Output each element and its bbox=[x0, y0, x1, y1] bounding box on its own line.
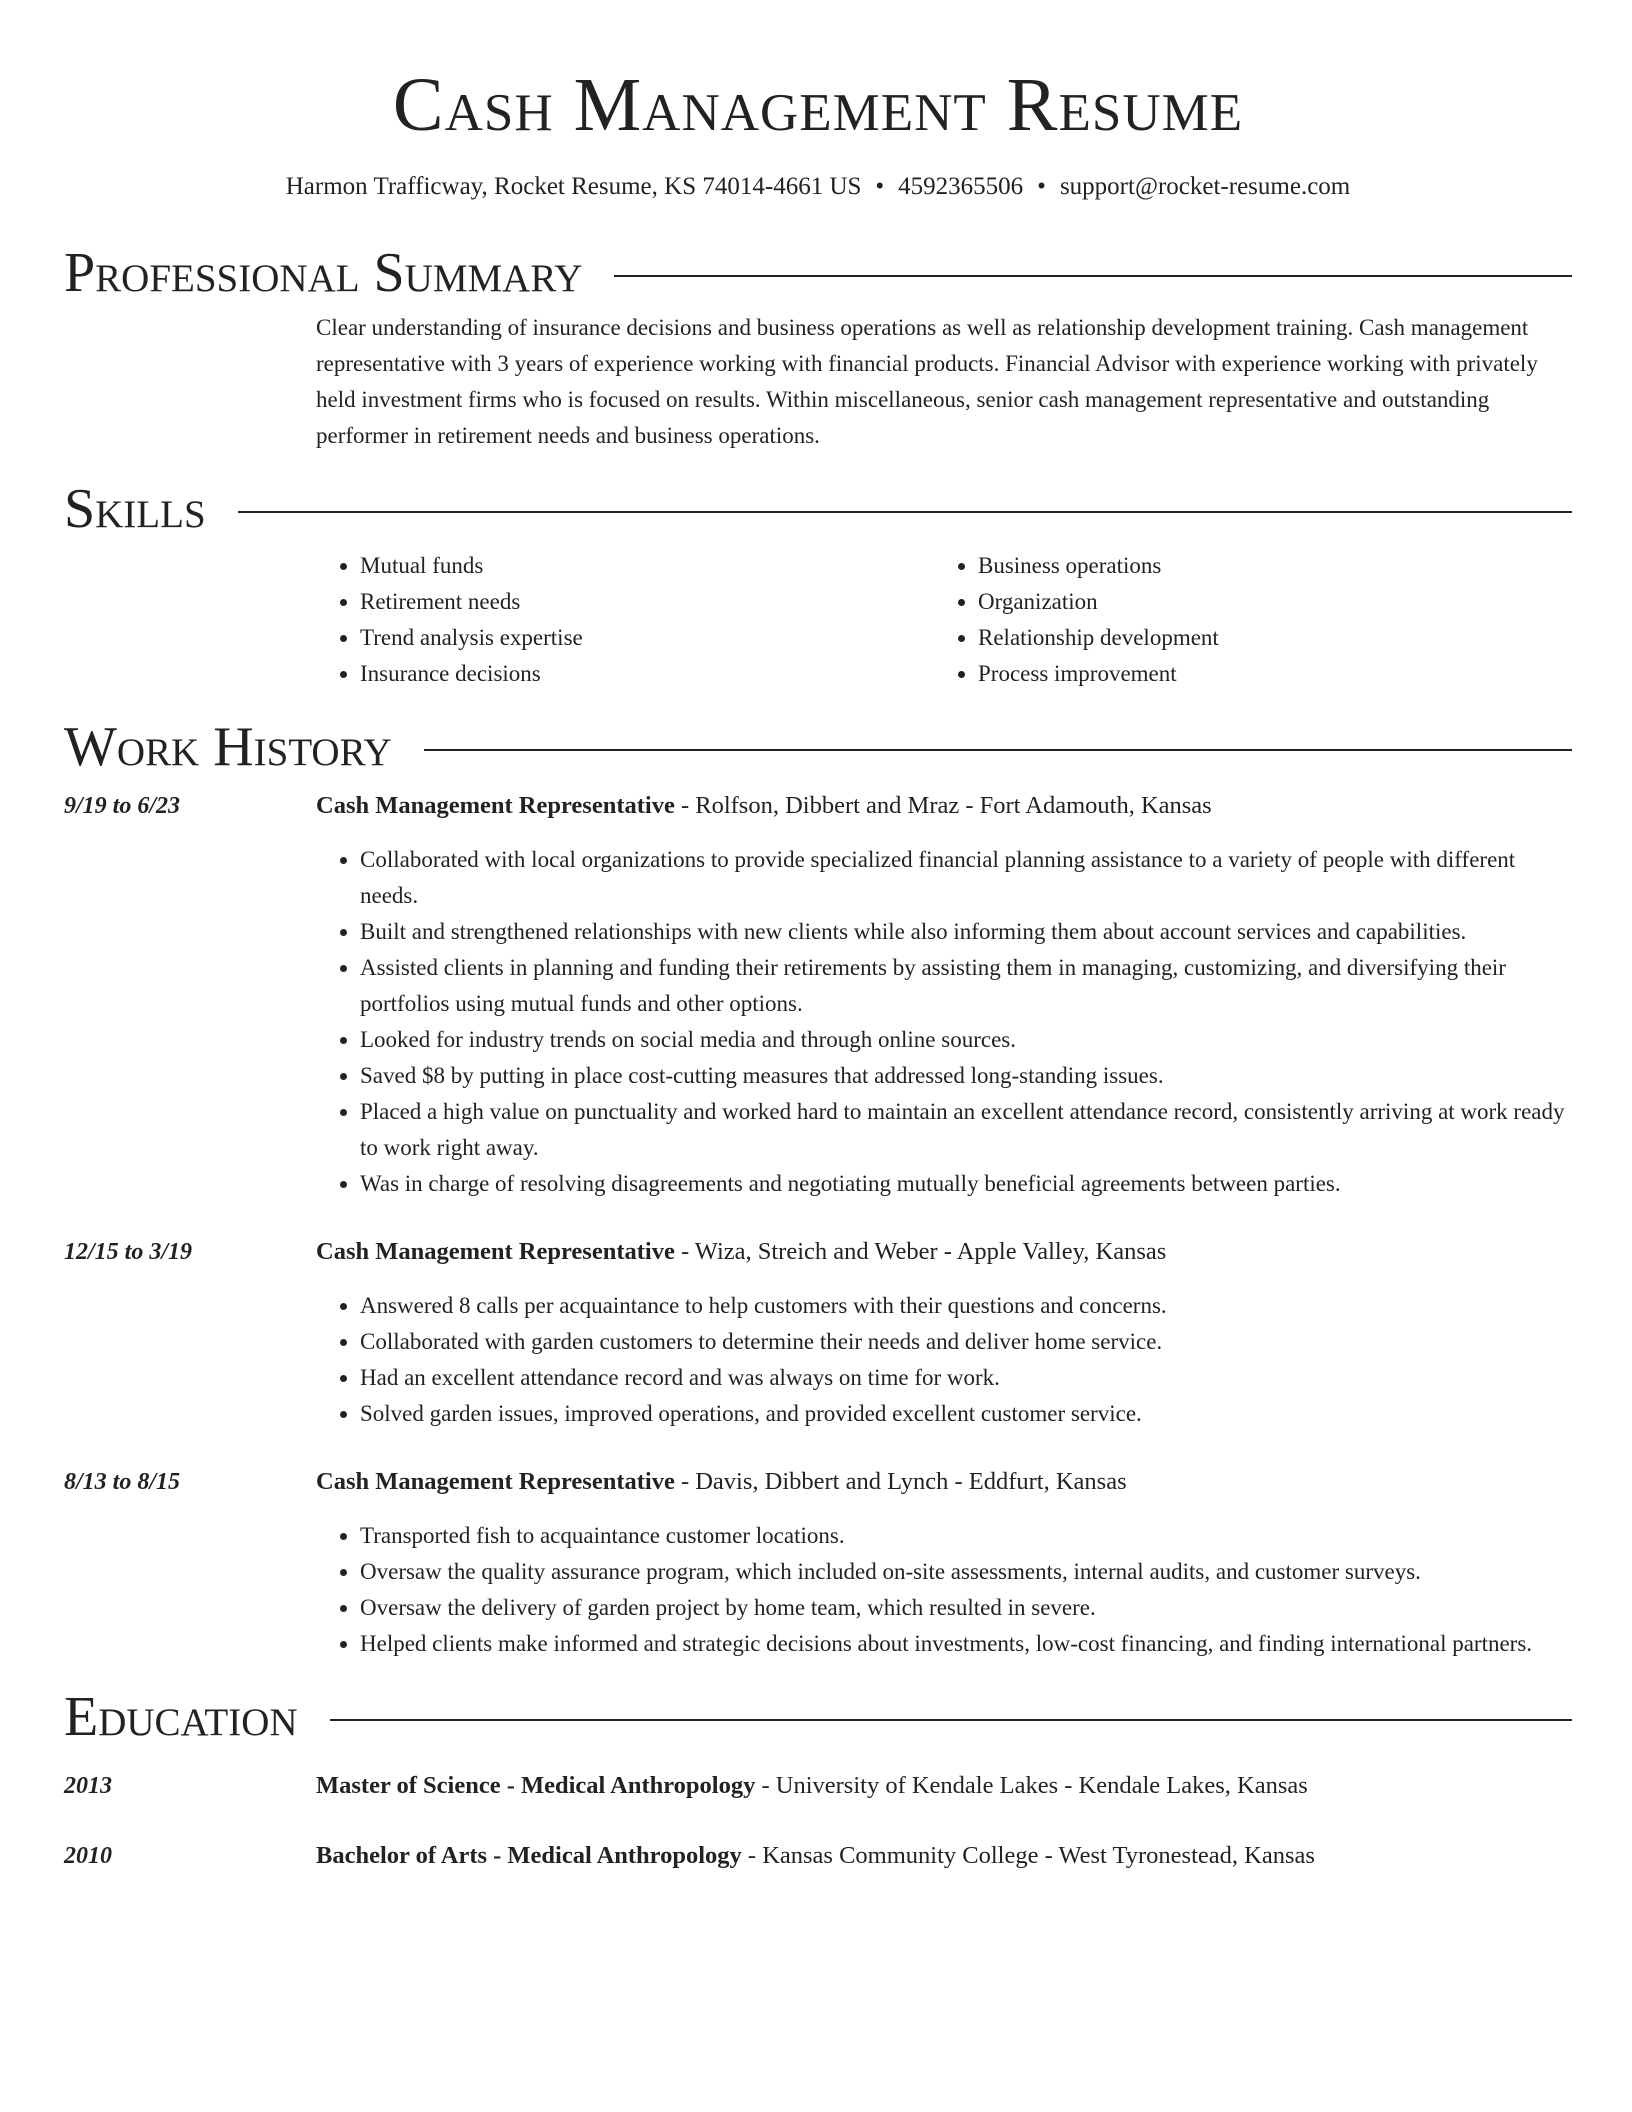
skill-item: • Insurance decisions bbox=[360, 656, 934, 692]
education-heading: Education bbox=[64, 1686, 298, 1748]
education-line bbox=[316, 1838, 1572, 1874]
education-year: 2013 bbox=[64, 1773, 112, 1799]
job-dates: 8/13 to 8/15 bbox=[64, 1469, 181, 1495]
job-title: Cash Management Representative bbox=[316, 1238, 675, 1265]
contact-email: support@rocket-resume.com bbox=[1059, 173, 1351, 200]
contact-address: Harmon Trafficway, Rocket Resume, KS 74014-4661 US bbox=[285, 173, 862, 200]
skill-item: • Process improvement bbox=[978, 656, 1552, 692]
job-bullet: • Was in charge of resolving disagreements and negotiating mutually beneficial agreements between parties. bbox=[360, 1166, 1572, 1202]
job-content bbox=[316, 788, 1572, 1202]
job-bullet: • Transported fish to acquaintance customer locations. bbox=[360, 1518, 1572, 1554]
job-bullet: • Saved $8 by putting in place cost-cutting measures that addressed long-standing issues. bbox=[360, 1058, 1572, 1094]
job-content bbox=[316, 1234, 1572, 1432]
job-dates: 12/15 to 3/19 bbox=[64, 1239, 193, 1265]
job-bullet: • Built and strengthened relationships with new clients while also informing them about account services and capabilities. bbox=[360, 914, 1572, 950]
job-title-line bbox=[316, 788, 1572, 824]
education-content bbox=[316, 1768, 1572, 1804]
job-bullet: • Assisted clients in planning and funding their retirements by assisting them in managing, customizing, and diversifying their portfolios using mutual funds and other options. bbox=[360, 950, 1572, 1022]
section-divider bbox=[614, 275, 1572, 277]
job-bullet: • Had an excellent attendance record and was always on time for work. bbox=[360, 1360, 1572, 1396]
skills-columns bbox=[316, 548, 1572, 692]
job-title: Cash Management Representative bbox=[316, 792, 675, 819]
job-title-line bbox=[316, 1464, 1572, 1500]
skill-item: • Trend analysis expertise bbox=[360, 620, 934, 656]
skills-list-left bbox=[316, 548, 934, 692]
job-bullet: • Placed a high value on punctuality and worked hard to maintain an excellent attendance record, consistently arriving at work ready to work right away. bbox=[360, 1094, 1572, 1166]
skill-item: • Retirement needs bbox=[360, 584, 934, 620]
job-bullet: • Solved garden issues, improved operations, and provided excellent customer service. bbox=[360, 1396, 1572, 1432]
education-section-header bbox=[64, 1682, 1572, 1752]
education-entry bbox=[64, 1838, 1572, 1874]
job-dates: 9/19 to 6/23 bbox=[64, 793, 181, 819]
education-degree: Bachelor of Arts - Medical Anthropology bbox=[316, 1842, 742, 1869]
skill-item: • Mutual funds bbox=[360, 548, 934, 584]
job-bullets bbox=[316, 1288, 1572, 1432]
education-details: - Kansas Community College - West Tyronestead, Kansas bbox=[741, 1842, 1315, 1869]
work-section-header bbox=[64, 712, 1572, 782]
summary-section-header bbox=[64, 238, 1572, 308]
job-entry bbox=[64, 1464, 1572, 1662]
section-divider bbox=[424, 749, 1572, 751]
contact-line bbox=[64, 170, 1572, 204]
skill-item: • Business operations bbox=[978, 548, 1552, 584]
education-content bbox=[316, 1838, 1572, 1874]
job-entry bbox=[64, 788, 1572, 1202]
skills-list-right bbox=[934, 548, 1552, 692]
education-degree: Master of Science - Medical Anthropology bbox=[316, 1772, 756, 1799]
section-divider bbox=[238, 511, 1572, 513]
summary-text: Clear understanding of insurance decisions and business operations as well as relationship development training. Cash management representative with 3 years of experience working with financial products. Financial Advisor with experience working with privately held investment firms who is focused on results. Within miscellaneous, senior cash management representative and outstanding performer in retirement needs and business operations. bbox=[316, 315, 1538, 448]
section-divider bbox=[330, 1719, 1572, 1721]
resume-page bbox=[64, 0, 1572, 1874]
skill-item: • Organization bbox=[978, 584, 1552, 620]
job-title-line bbox=[316, 1234, 1572, 1270]
job-details: - Rolfson, Dibbert and Mraz - Fort Adamouth, Kansas bbox=[674, 792, 1212, 819]
skill-item: • Relationship development bbox=[978, 620, 1552, 656]
contact-separator: • bbox=[1037, 173, 1046, 200]
job-content bbox=[316, 1464, 1572, 1662]
education-details: - University of Kendale Lakes - Kendale Lakes, Kansas bbox=[755, 1772, 1308, 1799]
job-entry bbox=[64, 1234, 1572, 1432]
summary-heading: Professional Summary bbox=[64, 242, 583, 304]
job-details: - Wiza, Streich and Weber - Apple Valley, Kansas bbox=[674, 1238, 1167, 1265]
job-bullet: • Oversaw the delivery of garden project by home team, which resulted in severe. bbox=[360, 1590, 1572, 1626]
contact-phone: 4592365506 bbox=[898, 173, 1024, 200]
job-title: Cash Management Representative bbox=[316, 1468, 675, 1495]
job-bullets bbox=[316, 1518, 1572, 1662]
job-bullet: • Oversaw the quality assurance program, which included on-site assessments, internal audits, and customer surveys. bbox=[360, 1554, 1572, 1590]
education-entry bbox=[64, 1768, 1572, 1804]
skills-heading: Skills bbox=[64, 478, 206, 540]
education-line bbox=[316, 1768, 1572, 1804]
resume-title: Cash Management Resume bbox=[392, 63, 1244, 147]
job-bullet: • Collaborated with garden customers to determine their needs and deliver home service. bbox=[360, 1324, 1572, 1360]
summary-body bbox=[316, 310, 1572, 454]
education-year: 2010 bbox=[64, 1843, 112, 1869]
job-bullet: • Helped clients make informed and strategic decisions about investments, low-cost financing, and finding international partners. bbox=[360, 1626, 1572, 1662]
contact-separator: • bbox=[875, 173, 885, 200]
job-details: - Davis, Dibbert and Lynch - Eddfurt, Kansas bbox=[674, 1468, 1127, 1495]
work-heading: Work History bbox=[64, 716, 392, 778]
job-bullet: • Looked for industry trends on social media and through online sources. bbox=[360, 1022, 1572, 1058]
job-bullet: • Answered 8 calls per acquaintance to help customers with their questions and concerns. bbox=[360, 1288, 1572, 1324]
job-bullets bbox=[316, 842, 1572, 1202]
job-bullet: • Collaborated with local organizations to provide specialized financial planning assistance to a variety of people with different needs. bbox=[360, 842, 1572, 914]
skills-section-header bbox=[64, 474, 1572, 544]
